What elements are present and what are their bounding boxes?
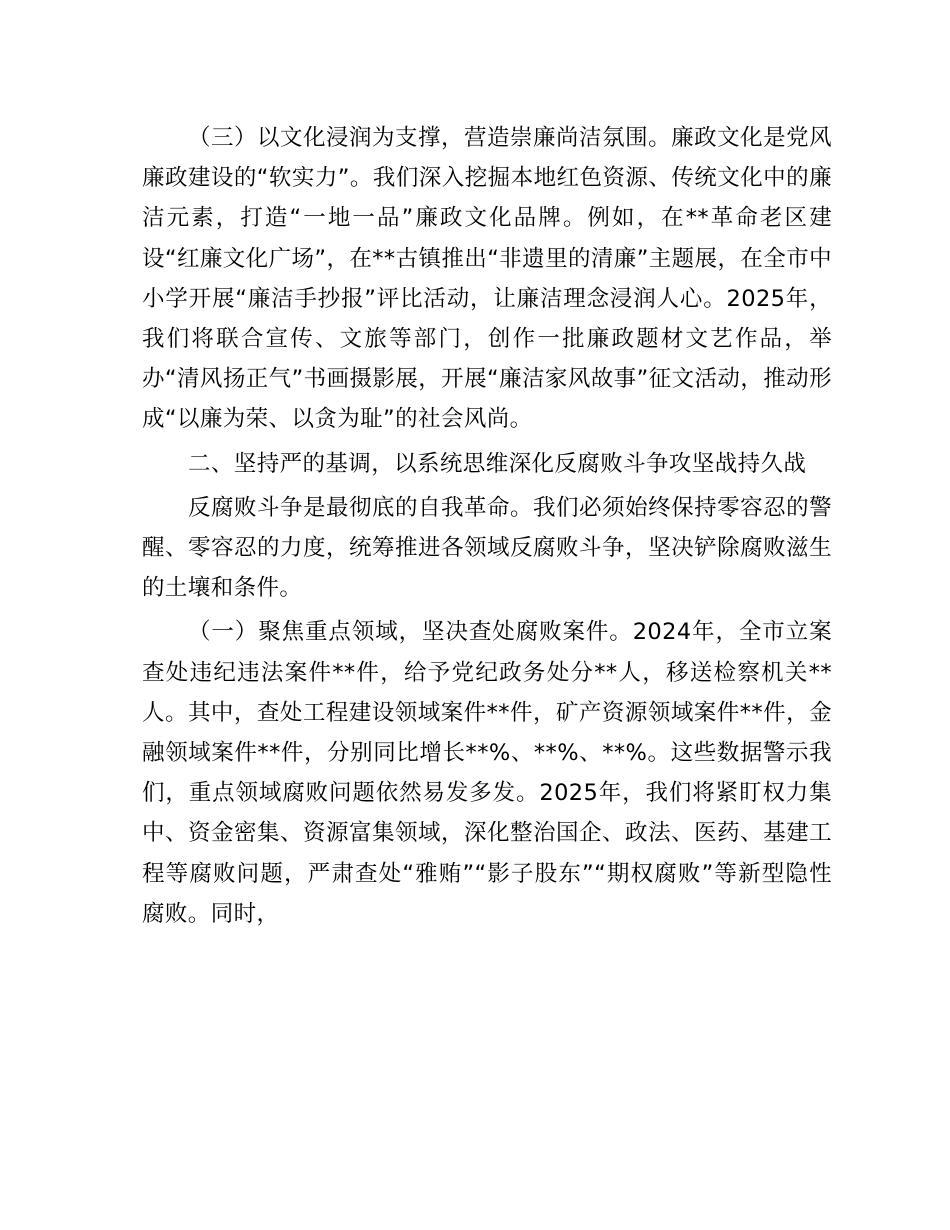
paragraph-key-areas: （一）聚焦重点领域，坚决查处腐败案件。2024年，全市立案查处违纪违法案件**件，给予党纪政务处分**人，移送检察机关**人。其中，查处工程建设领域案件**件，矿产资源领域案件**件，金融领域案件**件，分别同比增长**%、**%、**%。这些数据警示我们，重点领域腐败问题依然易发多发。2025年，我们将紧盯权力集中、资金密集、资源富集领域，深化整治国企、政法、医药、基建工程等腐败问题，严肃查处“雅贿”“影子股东”“期权腐败”等新型隐性腐败。同时， [142, 619, 832, 927]
document-body [142, 118, 832, 934]
section-heading-two: 二、坚持严的基调，以系统思维深化反腐败斗争攻坚战持久战 [188, 450, 807, 477]
paragraph-anti-corruption-intro: 反腐败斗争是最彻底的自我革命。我们必须始终保持零容忍的警醒、零容忍的力度，统筹推进各领域反腐败斗争，坚决铲除腐败滋生的土壤和条件。 [142, 494, 832, 602]
paragraph-culture: （三）以文化浸润为支撑，营造崇廉尚洁氛围。廉政文化是党风廉政建设的“软实力”。我们深入挖掘本地红色资源、传统文化中的廉洁元素，打造“一地一品”廉政文化品牌。例如，在**革命老区建设“红廉文化广场”，在**古镇推出“非遗里的清廉”主题展，在全市中小学开展“廉洁手抄报”评比活动，让廉洁理念浸润人心。2025年，我们将联合宣传、文旅等部门，创作一批廉政题材文艺作品，举办“清风扬正气”书画摄影展，开展“廉洁家风故事”征文活动，推动形成“以廉为荣、以贪为耻”的社会风尚。 [142, 125, 832, 433]
